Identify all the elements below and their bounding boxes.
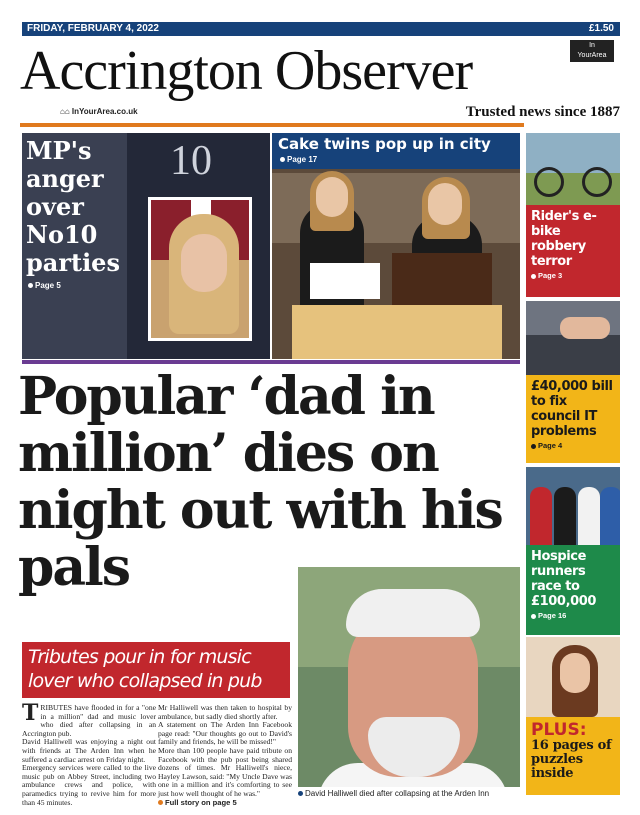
sidebar-page-ref: Page 4 (531, 441, 615, 450)
badge-line-1: In (589, 42, 595, 49)
sidebar-page-ref: Page 3 (531, 271, 615, 280)
inyourarea-badge (570, 40, 614, 62)
masthead-title: Accrington Observer (20, 40, 473, 102)
inyourarea-label (60, 107, 138, 116)
story-paragraph: Emergency services were called to the live music pub on Abbey Street, including two ambulance crews and police, with paramedics trying to revive him for more than 45 minutes. (22, 763, 156, 807)
sidebar-page-ref: Page 16 (531, 611, 615, 620)
lead-headline: Popular ‘dad in million’ dies on night out with his pals (18, 366, 502, 598)
plus-label: PLUS: (531, 720, 587, 740)
subhead-box (22, 642, 290, 698)
story-column-1 (22, 700, 156, 807)
lead-photo (298, 567, 520, 787)
sidebar-headline: Hospice runners race to £100,000 (531, 549, 597, 609)
house-icon: ⌂⌂ (60, 107, 70, 116)
cake-page-ref: Page 17 (280, 155, 317, 164)
puzzle-photo (526, 637, 620, 717)
story-paragraph: David Halliwell was enjoying a night out with friends at The Arden Inn when he suffered a cardiac arrest on Friday night. (22, 737, 156, 764)
bullet-icon (158, 800, 163, 805)
issue-date: FRIDAY, FEBRUARY 4, 2022 (27, 23, 159, 34)
masthead-rule (20, 123, 524, 127)
date-bar (22, 22, 620, 36)
mp-photo (148, 197, 252, 341)
tagline: Trusted news since 1887 (465, 104, 620, 120)
cake-teaser[interactable] (272, 133, 520, 359)
inyourarea-text: InYourArea.co.uk (71, 107, 138, 116)
story-paragraph: More than 100 people have paid tribute on Facebook with the pub post being shared dozens of times. Mr Halliwell's niece, Hayley Lawson, said: "My Uncle Dave was one in a million and it's comforting to see just how well thought of he was." (158, 745, 292, 798)
sidebar-headline: Rider's e-bike robbery terror (531, 209, 597, 269)
plus-puzzles-box[interactable] (526, 717, 620, 795)
photo-caption: David Halliwell died after collapsing at the Arden Inn (298, 789, 489, 798)
cover-price: £1.50 (588, 23, 614, 34)
mp-headline: MP's anger over No10 parties (26, 136, 120, 277)
sidebar-teaser-ebike[interactable] (526, 205, 620, 297)
bullet-icon (531, 274, 536, 279)
runners-photo (526, 467, 620, 545)
plus-text: 16 pages of puzzles inside (531, 738, 612, 781)
cake-tray (292, 305, 502, 359)
story-paragraph: A statement on The Arden Inn Facebook page read: "Our thoughts go out to David's family and friends, he will be missed!" (158, 720, 292, 747)
ebike-photo (526, 133, 620, 205)
mp-page-ref: Page 5 (28, 281, 61, 290)
bullet-icon (280, 157, 285, 162)
sidebar-headline: £40,000 bill to fix council IT problems (531, 379, 613, 439)
brownie-stack (392, 253, 492, 313)
lead-subhead: Tributes pour in for music lover who collapsed in pub (28, 646, 262, 692)
bullet-icon (28, 283, 33, 288)
cake-box (310, 263, 380, 299)
story-paragraph: Mr Halliwell was then taken to hospital by ambulance, but sadly died shortly after. (158, 703, 292, 721)
story-column-2 (158, 704, 292, 807)
wheel-icon (534, 167, 564, 197)
sidebar-teaser-hospice[interactable] (526, 545, 620, 635)
section-rule (22, 360, 520, 364)
mp-teaser[interactable] (22, 133, 270, 359)
bullet-icon (298, 791, 303, 796)
cake-headline: Cake twins pop up in city (278, 135, 491, 153)
sidebar (526, 133, 620, 795)
badge-line-2: YourArea (577, 52, 607, 59)
sidebar-teaser-council-it[interactable] (526, 375, 620, 463)
drop-cap: T (22, 700, 39, 726)
wheel-icon (582, 167, 612, 197)
bullet-icon (531, 614, 536, 619)
bullet-icon (531, 444, 536, 449)
laptop-photo (526, 301, 620, 375)
full-story-link[interactable]: Full story on page 5 (158, 799, 292, 808)
door-number: 10 (170, 138, 212, 184)
story-paragraph: TRIBUTES have flooded in for a "one in a million" dad and music lover who died after collapsing in an Accrington pub. (22, 700, 156, 738)
